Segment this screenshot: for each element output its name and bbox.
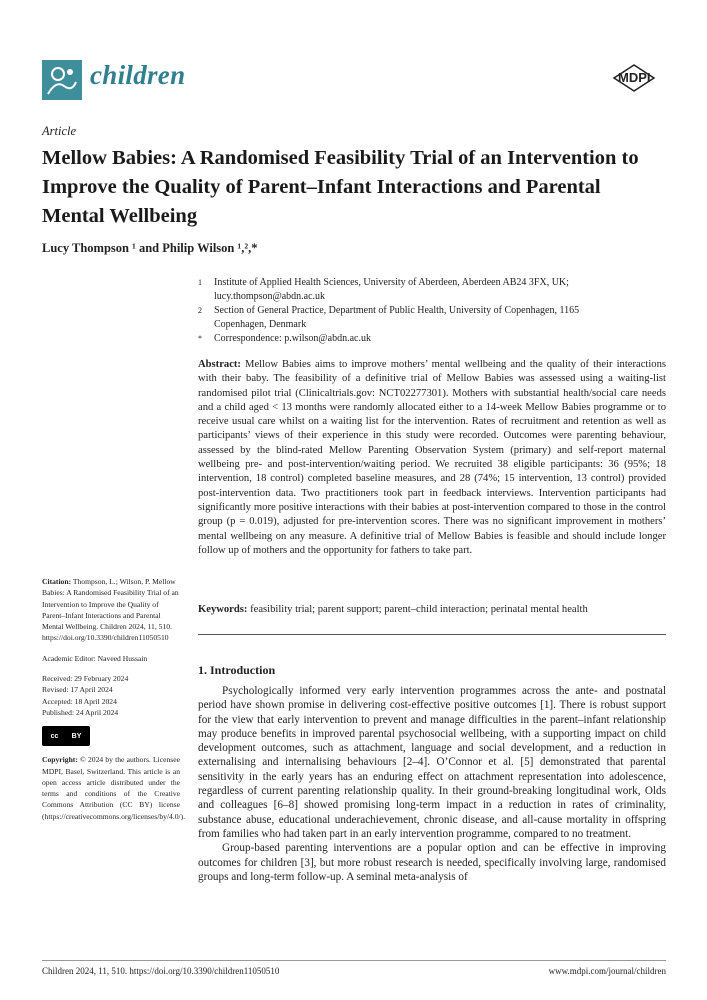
- footer-divider: [42, 960, 666, 961]
- abstract-text: Mellow Babies aims to improve mothers’ mental wellbeing and the quality of their interactions with their baby. The feasibility of a definitive trial of Mellow Babies was assessed using a waiting-list randomised pilot trial (Clinicaltrials.gov: NCT02277301). Mothers with substantial health/social care needs and a child aged < 13 months were randomly allocated either to a 14-week Mellow Babies programme or to receive usual care whilst on a waiting list for the intervention. Rates of recruitment and retention as well as participants’ views of their experience in this study were recorded. Outcomes were parenting behaviour, assessed by the blind-rated Mellow Parenting Observation System (primary) and self-report maternal wellbeing pre- and post-intervention/waiting period. We recruited 38 eligible participants: 36 (95%; 18 intervention, 18 control) completed baseline measures, and 28 (74%; 15 intervention, 13 control) provided post-intervention data. Two practitioners took part in feedback interviews. Intervention participants had significantly more positive interactions with their babies at post-intervention compared to those in the control group (p = 0.019), adjusted for pre-intervention scores. There was no significant improvement in mothers’ mental wellbeing on any measure. A definitive trial of Mellow Babies is feasible and should include longer follow up of mothers and the opportunity for fathers to take part.: [198, 359, 667, 556]
- cc-by-license-icon[interactable]: [42, 726, 90, 746]
- journal-logo-icon: [42, 60, 82, 100]
- copyright-text: © 2024 by the authors. Licensee MDPI, Basel, Switzerland. This article is an open access article distributed under the terms and conditions of the Creative Commons Attribution (CC BY) license (https://creativecommons.org/licenses/by/4.0/).: [42, 755, 186, 821]
- authors: Lucy Thompson ¹ and Philip Wilson ¹,²,*: [42, 241, 258, 255]
- keywords: [198, 603, 666, 617]
- section-heading: 1. Introduction: [198, 663, 276, 677]
- affiliation-text: Section of General Practice, Department of Public Health, University of Copenhagen, 1165 Copenhagen, Denmark: [214, 305, 580, 330]
- published-date: Published: 24 April 2024: [42, 707, 119, 717]
- article-title: Mellow Babies: A Randomised Feasibility Trial of an Intervention to Improve the Quality of Parent–Infant Interactions and Parental Mental Wellbeing: [42, 147, 639, 227]
- affiliation-number: 1: [198, 278, 202, 287]
- affiliation-text: Institute of Applied Health Sciences, University of Aberdeen, Aberdeen AB24 3FX, UK; lucy.thompson@abdn.ac.uk: [214, 277, 569, 302]
- abstract: [198, 358, 666, 558]
- body-text: [198, 684, 666, 884]
- article-type: Article: [42, 124, 77, 138]
- citation-text: Thompson, L.; Wilson, P. Mellow Babies: A Randomised Feasibility Trial of an Intervention to Improve the Quality of Parent–Infant Interactions and Parental Mental Wellbeing. Children 2024, 11, 510. https://doi.org/10.3390/children11050510: [42, 577, 179, 643]
- academic-editor: Academic Editor: Naveed Hussain: [42, 653, 148, 663]
- keywords-label: Keywords:: [198, 604, 248, 615]
- accepted-date: Accepted: 18 April 2024: [42, 696, 117, 706]
- revised-date: Revised: 17 April 2024: [42, 685, 113, 695]
- affiliation-1: [198, 276, 628, 304]
- by-label: BY: [71, 732, 82, 740]
- keywords-text: feasibility trial; parent support; parent–child interaction; perinatal mental health: [250, 604, 588, 615]
- affiliations: [198, 276, 628, 346]
- citation-label: Citation:: [42, 577, 72, 586]
- correspondence: [198, 332, 628, 346]
- publisher-name: MDPI: [618, 70, 651, 85]
- publisher-logo: [612, 64, 656, 92]
- paragraph: Group-based parenting interventions are a popular option and can be effective in improving outcomes for children [3], but more robust research is needed, specifically involving large, randomised groups and long-term follow-up. A seminal meta-analysis of: [198, 842, 666, 883]
- journal-name: children: [90, 60, 186, 90]
- copyright-label: Copyright:: [42, 755, 78, 765]
- footer-citation[interactable]: Children 2024, 11, 510. https://doi.org/10.3390/children11050510: [42, 966, 280, 976]
- correspondence-text: Correspondence: p.wilson@abdn.ac.uk: [214, 333, 371, 344]
- received-date: Received: 29 February 2024: [42, 674, 129, 684]
- citation: [42, 576, 180, 644]
- affiliation-number: *: [198, 334, 202, 343]
- abstract-label: Abstract:: [198, 359, 241, 370]
- paragraph: Psychologically informed very early intervention programmes across the ante- and postnatal period have shown promise in delivering cost-effective positive outcomes [1]. There is robust support for the view that early intervention to prevent and manage difficulties in the parent–infant relationship may produce benefits in improved parental psychosocial wellbeing, with a supporting impact on child development outcomes, such as attachment, language and social development, and a reduction in externalising and internalising behaviours [2–4]. O’Connor et al. [5] demonstrated that parental sensitivity in the early years has an enduring effect on attachment representation into adolescence, regardless of current parenting relationship quality. In their ground-breaking longitudinal work, Olds and colleagues [6–8] showed promising long-term impact in a reduction in rates of criminality, substance abuse, educational underachievement, chronic disease, and all-cause mortality in offspring from families who had taken part in an early intervention programme, compared to no treatment.: [198, 685, 666, 840]
- footer-journal-url[interactable]: www.mdpi.com/journal/children: [548, 966, 666, 976]
- affiliation-number: 2: [198, 306, 202, 315]
- affiliation-2: [198, 304, 628, 332]
- cc-label: cc: [50, 732, 59, 740]
- divider: [198, 634, 666, 635]
- sidebar: [42, 576, 186, 822]
- copyright: [42, 754, 186, 822]
